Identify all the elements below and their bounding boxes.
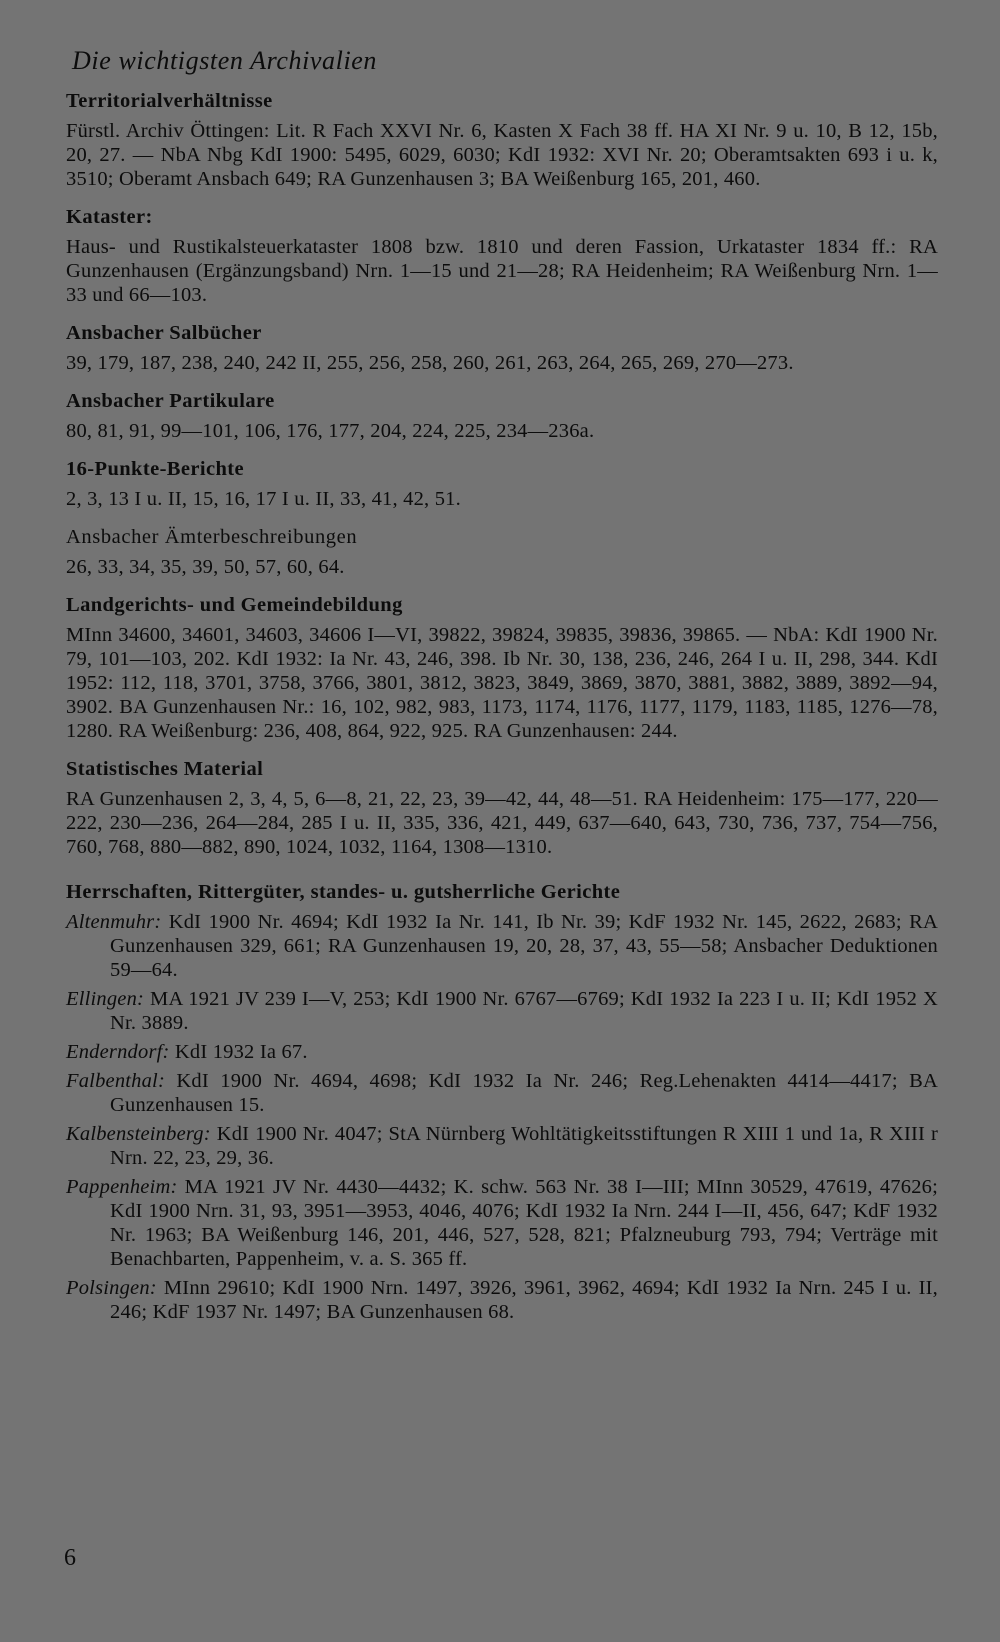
section-heading: 16-Punkte-Berichte xyxy=(66,458,244,480)
page-title: Die wichtigsten Archivalien xyxy=(72,46,378,75)
entry-name: Altenmuhr: xyxy=(66,911,162,933)
entry-name: Kalbensteinberg: xyxy=(66,1123,211,1145)
entry-text: MInn 29610; KdI 1900 Nrn. 1497, 3926, 3961, 3962, 4694; KdI 1932 Ia Nrn. 245 I u. II, 246; KdF 1937 Nr. 1497; BA Gunzenhausen 68. xyxy=(110,1277,938,1323)
entry-name: Pappenheim: xyxy=(66,1176,178,1198)
section-heading-herrschaften: Herrschaften, Rittergüter, standes- u. gutsherrliche Gerichte xyxy=(66,881,621,903)
section-heading: Statistisches Material xyxy=(66,758,264,780)
section-salbuecher xyxy=(66,320,938,375)
herrschaft-entry xyxy=(66,1122,938,1170)
section-kataster xyxy=(66,204,938,307)
herrschaft-entry xyxy=(66,910,938,982)
entry-text: KdI 1900 Nr. 4694, 4698; KdI 1932 Ia Nr. 246; Reg.Lehenakten 4414—4417; BA Gunzenhausen 15. xyxy=(110,1070,939,1116)
section-body: Haus- und Rustikalsteuerkataster 1808 bzw. 1810 und deren Fassion, Urkataster 1834 ff.: RA Gunzenhausen (Ergänzungsband) Nrn. 1—15 und 21—28; RA Heidenheim; RA Weißenburg Nrn. 1—33 und 66—103. xyxy=(66,236,938,306)
herrschaft-entry xyxy=(66,1040,938,1064)
entry-text: KdI 1900 Nr. 4694; KdI 1932 Ia Nr. 141, Ib Nr. 39; KdF 1932 Nr. 145, 2622, 2683; RA Gunzenhausen 329, 661; RA Gunzenhausen 19, 20, 28, 37, 43, 55—58; Ansbacher Deduktionen 59—64. xyxy=(110,911,939,981)
herrschaft-entry xyxy=(66,987,938,1035)
section-territorial xyxy=(66,88,938,191)
herrschaft-entry xyxy=(66,1276,938,1324)
entry-name: Falbenthal: xyxy=(66,1070,165,1092)
section-statistik xyxy=(66,756,938,859)
section-body: 39, 179, 187, 238, 240, 242 II, 255, 256, 258, 260, 261, 263, 264, 265, 269, 270—273. xyxy=(66,352,794,374)
section-punkte-berichte xyxy=(66,456,938,511)
page-number: 6 xyxy=(64,1545,76,1571)
section-body: 26, 33, 34, 35, 39, 50, 57, 60, 64. xyxy=(66,556,345,578)
section-heading: Ansbacher Ämterbeschreibungen xyxy=(66,526,358,548)
section-body: 80, 81, 91, 99—101, 106, 176, 177, 204, 224, 225, 234—236a. xyxy=(66,420,595,442)
entry-text: KdI 1900 Nr. 4047; StA Nürnberg Wohltätigkeitsstiftungen R XIII 1 und 1a, R XIII r Nrn. 22, 23, 29, 36. xyxy=(110,1123,938,1169)
entry-text: MA 1921 JV Nr. 4430—4432; K. schw. 563 Nr. 38 I—III; MInn 30529, 47619, 47626; KdI 1900 Nrn. 31, 93, 3951—3953, 4046, 4076; KdI 1932 Ia Nrn. 244 I—II, 456, 647; KdF 1932 Nr. 1963; BA Weißenburg 146, 201, 446, 527, 528, 821; Pfalzneuburg 793, 794; Verträge mit Benachbarten, Pappenheim, v. a. S. 365 ff. xyxy=(110,1176,938,1270)
herrschaft-entry xyxy=(66,1175,938,1271)
section-landgerichte xyxy=(66,592,938,743)
section-body: 2, 3, 13 I u. II, 15, 16, 17 I u. II, 33, 41, 42, 51. xyxy=(66,488,461,510)
entry-name: Enderndorf: xyxy=(66,1041,170,1063)
section-body: Fürstl. Archiv Öttingen: Lit. R Fach XXVI Nr. 6, Kasten X Fach 38 ff. HA XI Nr. 9 u. 10, B 12, 15b, 20, 27. — NbA Nbg KdI 1900: 5495, 6029, 6030; KdI 1932: XVI Nr. 20; Oberamtsakten 693 i u. k, 3510; Oberamt Ansbach 649; RA Gunzenhausen 3; BA Weißenburg 165, 201, 460. xyxy=(66,120,938,190)
section-heading: Kataster: xyxy=(66,206,153,228)
entry-text: KdI 1932 Ia 67. xyxy=(174,1041,308,1063)
section-partikulare xyxy=(66,388,938,443)
section-heading: Landgerichts- und Gemeindebildung xyxy=(66,594,403,616)
section-body: RA Gunzenhausen 2, 3, 4, 5, 6—8, 21, 22, 23, 39—42, 44, 48—51. RA Heidenheim: 175—177, 220—222, 230—236, 264—284, 285 I u. II, 335, 336, 421, 449, 637—640, 643, 730, 736, 737, 754—756, 760, 768, 880—882, 890, 1024, 1032, 1164, 1308—1310. xyxy=(66,788,938,858)
section-heading: Ansbacher Partikulare xyxy=(66,390,275,412)
section-heading: Ansbacher Salbücher xyxy=(66,322,262,344)
section-heading: Territorialverhältnisse xyxy=(66,90,273,112)
section-body: MInn 34600, 34601, 34603, 34606 I—VI, 39822, 39824, 39835, 39836, 39865. — NbA: KdI 1900 Nr. 79, 101—103, 202. KdI 1932: Ia Nr. 43, 246, 398. Ib Nr. 30, 138, 236, 246, 264 I u. II, 298, 344. KdI 1952: 112, 118, 3701, 3758, 3766, 3801, 3812, 3823, 3849, 3869, 3870, 3881, 3882, 3889, 3892—94, 3902. BA Gunzenhausen Nr.: 16, 102, 982, 983, 1173, 1174, 1176, 1177, 1179, 1183, 1185, 1276—78, 1280. RA Weißenburg: 236, 408, 864, 922, 925. RA Gunzenhausen: 244. xyxy=(66,624,938,742)
entry-name: Ellingen: xyxy=(66,988,145,1010)
section-aemterbeschreibungen xyxy=(66,524,938,579)
herrschaft-entry xyxy=(66,1069,938,1117)
entry-text: MA 1921 JV 239 I—V, 253; KdI 1900 Nr. 6767—6769; KdI 1932 Ia 223 I u. II; KdI 1952 X Nr. 3889. xyxy=(110,988,938,1034)
entry-name: Polsingen: xyxy=(66,1277,157,1299)
